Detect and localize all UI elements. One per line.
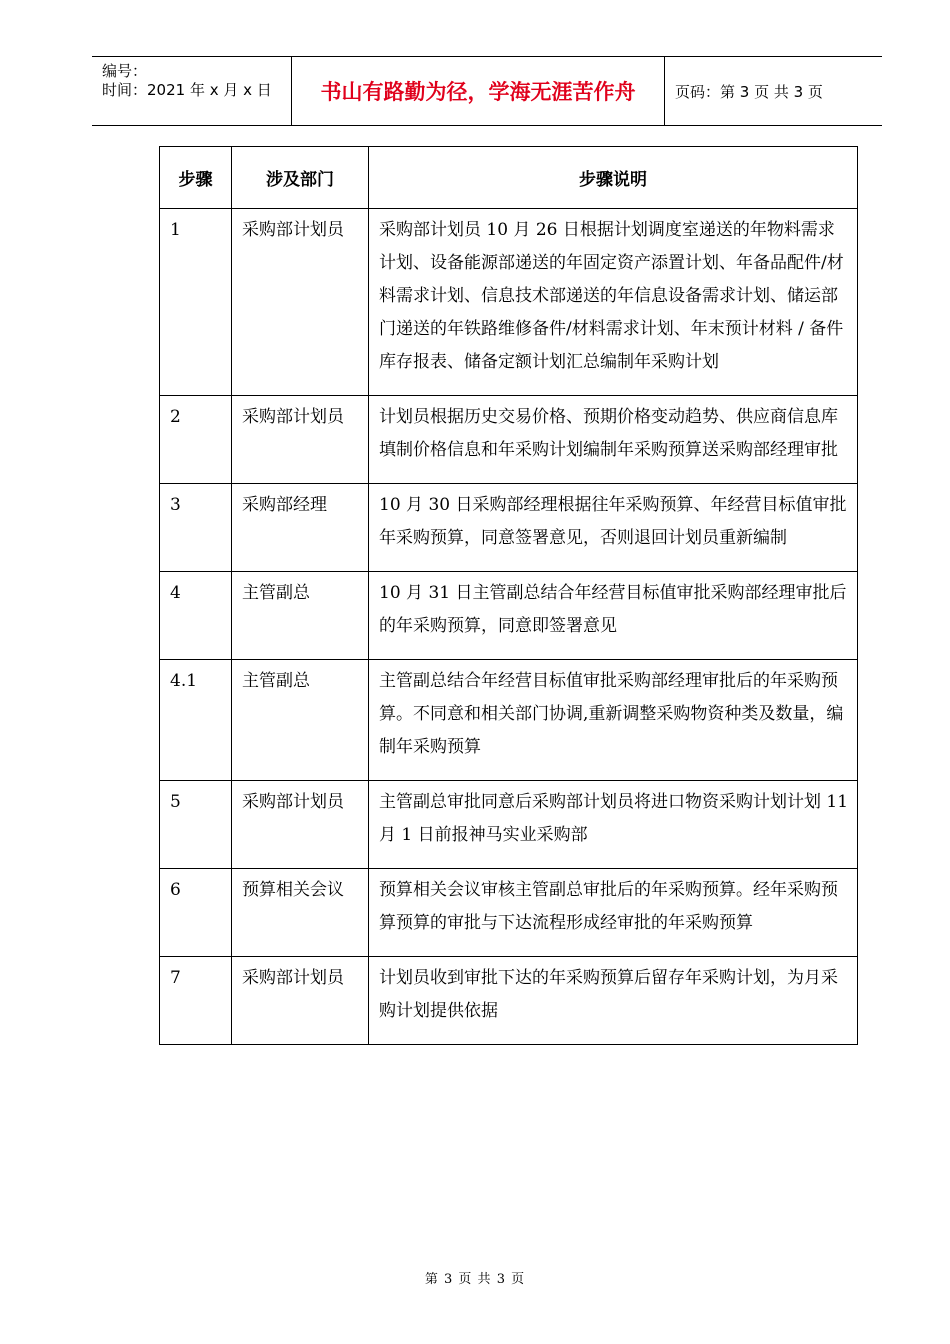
- table-row: [160, 484, 858, 572]
- number-label: 编号：: [102, 62, 148, 80]
- step-description: 预算相关会议审核主管副总审批后的年采购预算。经年采购预算预算的审批与下达流程形成经审批的年采购预算: [369, 869, 858, 957]
- step-number: 3: [160, 484, 232, 572]
- step-description: 计划员收到审批下达的年采购预算后留存年采购计划，为月采购计划提供依据: [369, 957, 858, 1045]
- step-number: 5: [160, 781, 232, 869]
- step-department: 采购部计划员: [232, 396, 369, 484]
- table-row: [160, 572, 858, 660]
- step-number: 7: [160, 957, 232, 1045]
- step-description: 主管副总结合年经营目标值审批采购部经理审批后的年采购预算。不同意和相关部门协调,重新调整采购物资种类及数量，编制年采购预算: [369, 660, 858, 781]
- step-department: 主管副总: [232, 572, 369, 660]
- step-number: 1: [160, 209, 232, 396]
- page-header: [92, 56, 882, 126]
- step-number: 4: [160, 572, 232, 660]
- table-header-row: [160, 147, 858, 209]
- table-row: [160, 869, 858, 957]
- step-department: 采购部经理: [232, 484, 369, 572]
- step-department: 主管副总: [232, 660, 369, 781]
- step-number: 2: [160, 396, 232, 484]
- table-row: [160, 660, 858, 781]
- table-row: [160, 957, 858, 1045]
- step-department: 预算相关会议: [232, 869, 369, 957]
- step-department: 采购部计划员: [232, 209, 369, 396]
- step-department: 采购部计划员: [232, 957, 369, 1045]
- time-label: 时间：2021 年 x 月 x 日: [102, 81, 272, 99]
- step-number: 6: [160, 869, 232, 957]
- table-row: [160, 396, 858, 484]
- header-department: 涉及部门: [232, 147, 369, 209]
- step-description: 采购部计划员 10 月 26 日根据计划调度室递送的年物料需求计划、设备能源部递送的年固定资产添置计划、年备品配件/材料需求计划、信息技术部递送的年信息设备需求计划、储运部门递送的年铁路维修备件/材料需求计划、年末预计材料 / 备件库存报表、储备定额计划汇总编制年采购计划: [369, 209, 858, 396]
- header-motto: 书山有路勤为径，学海无涯苦作舟: [292, 57, 665, 125]
- table-row: [160, 209, 858, 396]
- step-number: 4.1: [160, 660, 232, 781]
- header-page-number: 页码：第 3 页 共 3 页: [675, 82, 823, 101]
- header-description: 步骤说明: [369, 147, 858, 209]
- step-description: 10 月 30 日采购部经理根据往年采购预算、年经营目标值审批年采购预算，同意签署意见，否则退回计划员重新编制: [369, 484, 858, 572]
- table-row: [160, 781, 858, 869]
- step-description: 10 月 31 日主管副总结合年经营目标值审批采购部经理审批后的年采购预算，同意即签署意见: [369, 572, 858, 660]
- steps-table: [159, 146, 858, 1045]
- step-description: 主管副总审批同意后采购部计划员将进口物资采购计划计划 11 月 1 日前报神马实业采购部: [369, 781, 858, 869]
- header-meta: [92, 57, 292, 125]
- step-description: 计划员根据历史交易价格、预期价格变动趋势、供应商信息库填制价格信息和年采购计划编制年采购预算送采购部经理审批: [369, 396, 858, 484]
- step-department: 采购部计划员: [232, 781, 369, 869]
- page-footer: 第 3 页 共 3 页: [424, 1272, 526, 1287]
- header-step: 步骤: [160, 147, 232, 209]
